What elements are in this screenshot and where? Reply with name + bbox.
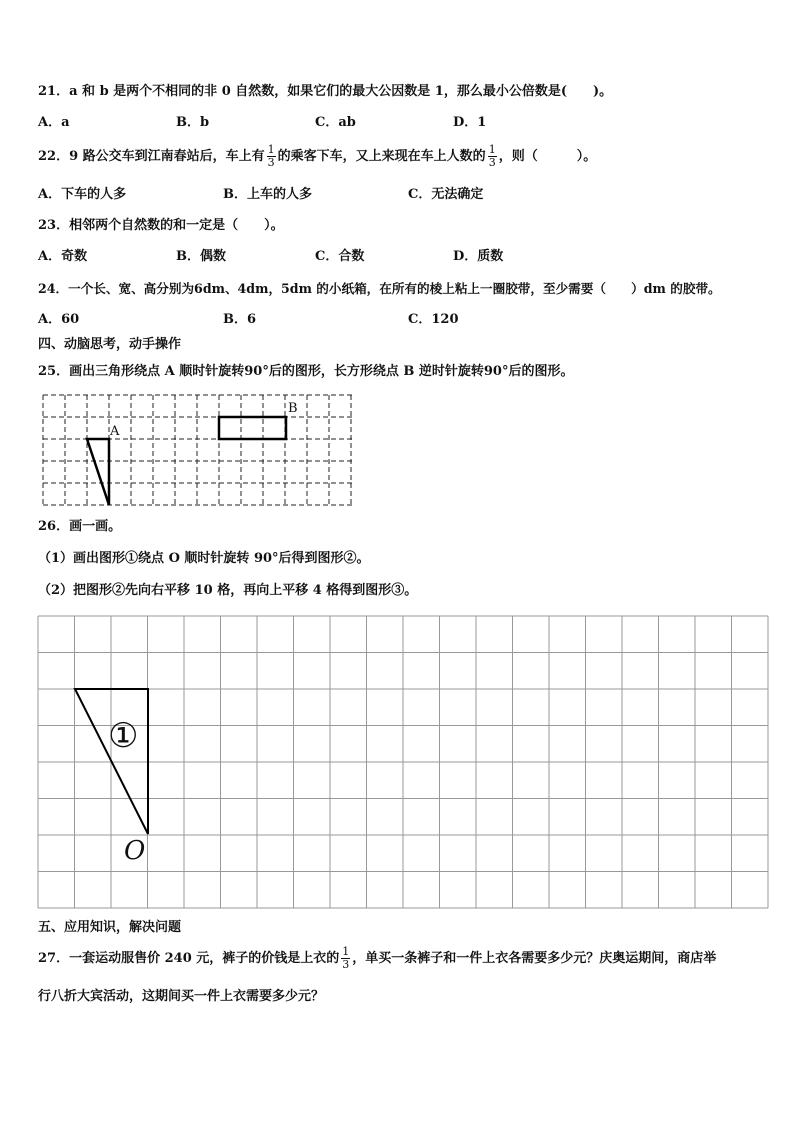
q22-part1: 22．9 路公交车到江南春站后，车上有: [38, 149, 265, 164]
question-21-text: 21．a 和 b 是两个不相同的非 0 自然数，如果它们的最大公因数是 1，那么最小公倍数是( )。: [38, 84, 613, 99]
q22-part3: ，则（ ）。: [498, 149, 597, 164]
q21-option-b: B．b: [176, 115, 210, 130]
q22-option-b: B．上车的人多: [223, 187, 312, 202]
q24-option-c: C．120: [408, 312, 459, 327]
section-5-heading: 五、应用知识，解决问题: [38, 920, 182, 935]
question-25-text: 25．画出三角形绕点 A 顺时针旋转90°后的图形，长方形绕点 B 逆时针旋转90°后的图形。: [38, 364, 574, 379]
question-27-line-2: 行八折大宾活动，这期间买一件上衣需要多少元？: [38, 989, 325, 1004]
q21-option-c: C．ab: [315, 115, 356, 130]
question-26-sub2: （2）把图形②先向右平移 10 格，再向上平移 4 格得到图形③。: [38, 583, 418, 598]
q25-point-b-label: B: [288, 401, 298, 416]
q23-option-d: D．质数: [453, 249, 504, 264]
q25-point-a-label: A: [110, 424, 120, 439]
q27-part2: ，单买一条裤子和一件上衣各需要多少元？庆奥运期间，商店举: [352, 951, 717, 966]
q23-option-b: B．偶数: [176, 249, 226, 264]
question-23-text: 23．相邻两个自然数的和一定是（ ）。: [38, 218, 284, 233]
section-4-heading: 四、动脑思考，动手操作: [38, 337, 182, 352]
q22-fraction-1: $\frac{1}{3}$: [267, 143, 275, 169]
q23-option-a: A．奇数: [38, 249, 88, 264]
q27-fraction: $\frac{1}{3}$: [342, 945, 350, 971]
q26-point-o-label: O: [124, 836, 146, 866]
question-27-line-1: [38, 942, 716, 976]
q22-part2: 的乘客下车，又上来现在车上人数的: [277, 149, 486, 164]
q24-option-a: A．60: [38, 312, 80, 327]
question-26-sub1: （1）画出图形①绕点 O 顺时针旋转 90°后得到图形②。: [38, 551, 370, 566]
q22-option-c: C．无法确定: [408, 187, 484, 202]
question-26-title: 26．画一画。: [38, 519, 122, 534]
q22-option-a: A．下车的人多: [38, 187, 127, 202]
q24-option-b: B．6: [223, 312, 257, 327]
question-24-text: 24．一个长、宽、高分别为6dm、4dm，5dm 的小纸箱，在所有的棱上粘上一圈胶带，至少需要（ ）dm 的胶带。: [38, 281, 721, 296]
q26-figure-1-label: ①: [108, 716, 139, 756]
q27-part1: 27．一套运动服售价 240 元，裤子的价钱是上衣的: [38, 951, 340, 966]
q21-option-a: A．a: [38, 115, 70, 130]
q21-option-d: D．1: [453, 115, 487, 130]
q22-fraction-2: $\frac{1}{3}$: [488, 143, 496, 169]
q23-option-c: C．合数: [315, 249, 365, 264]
